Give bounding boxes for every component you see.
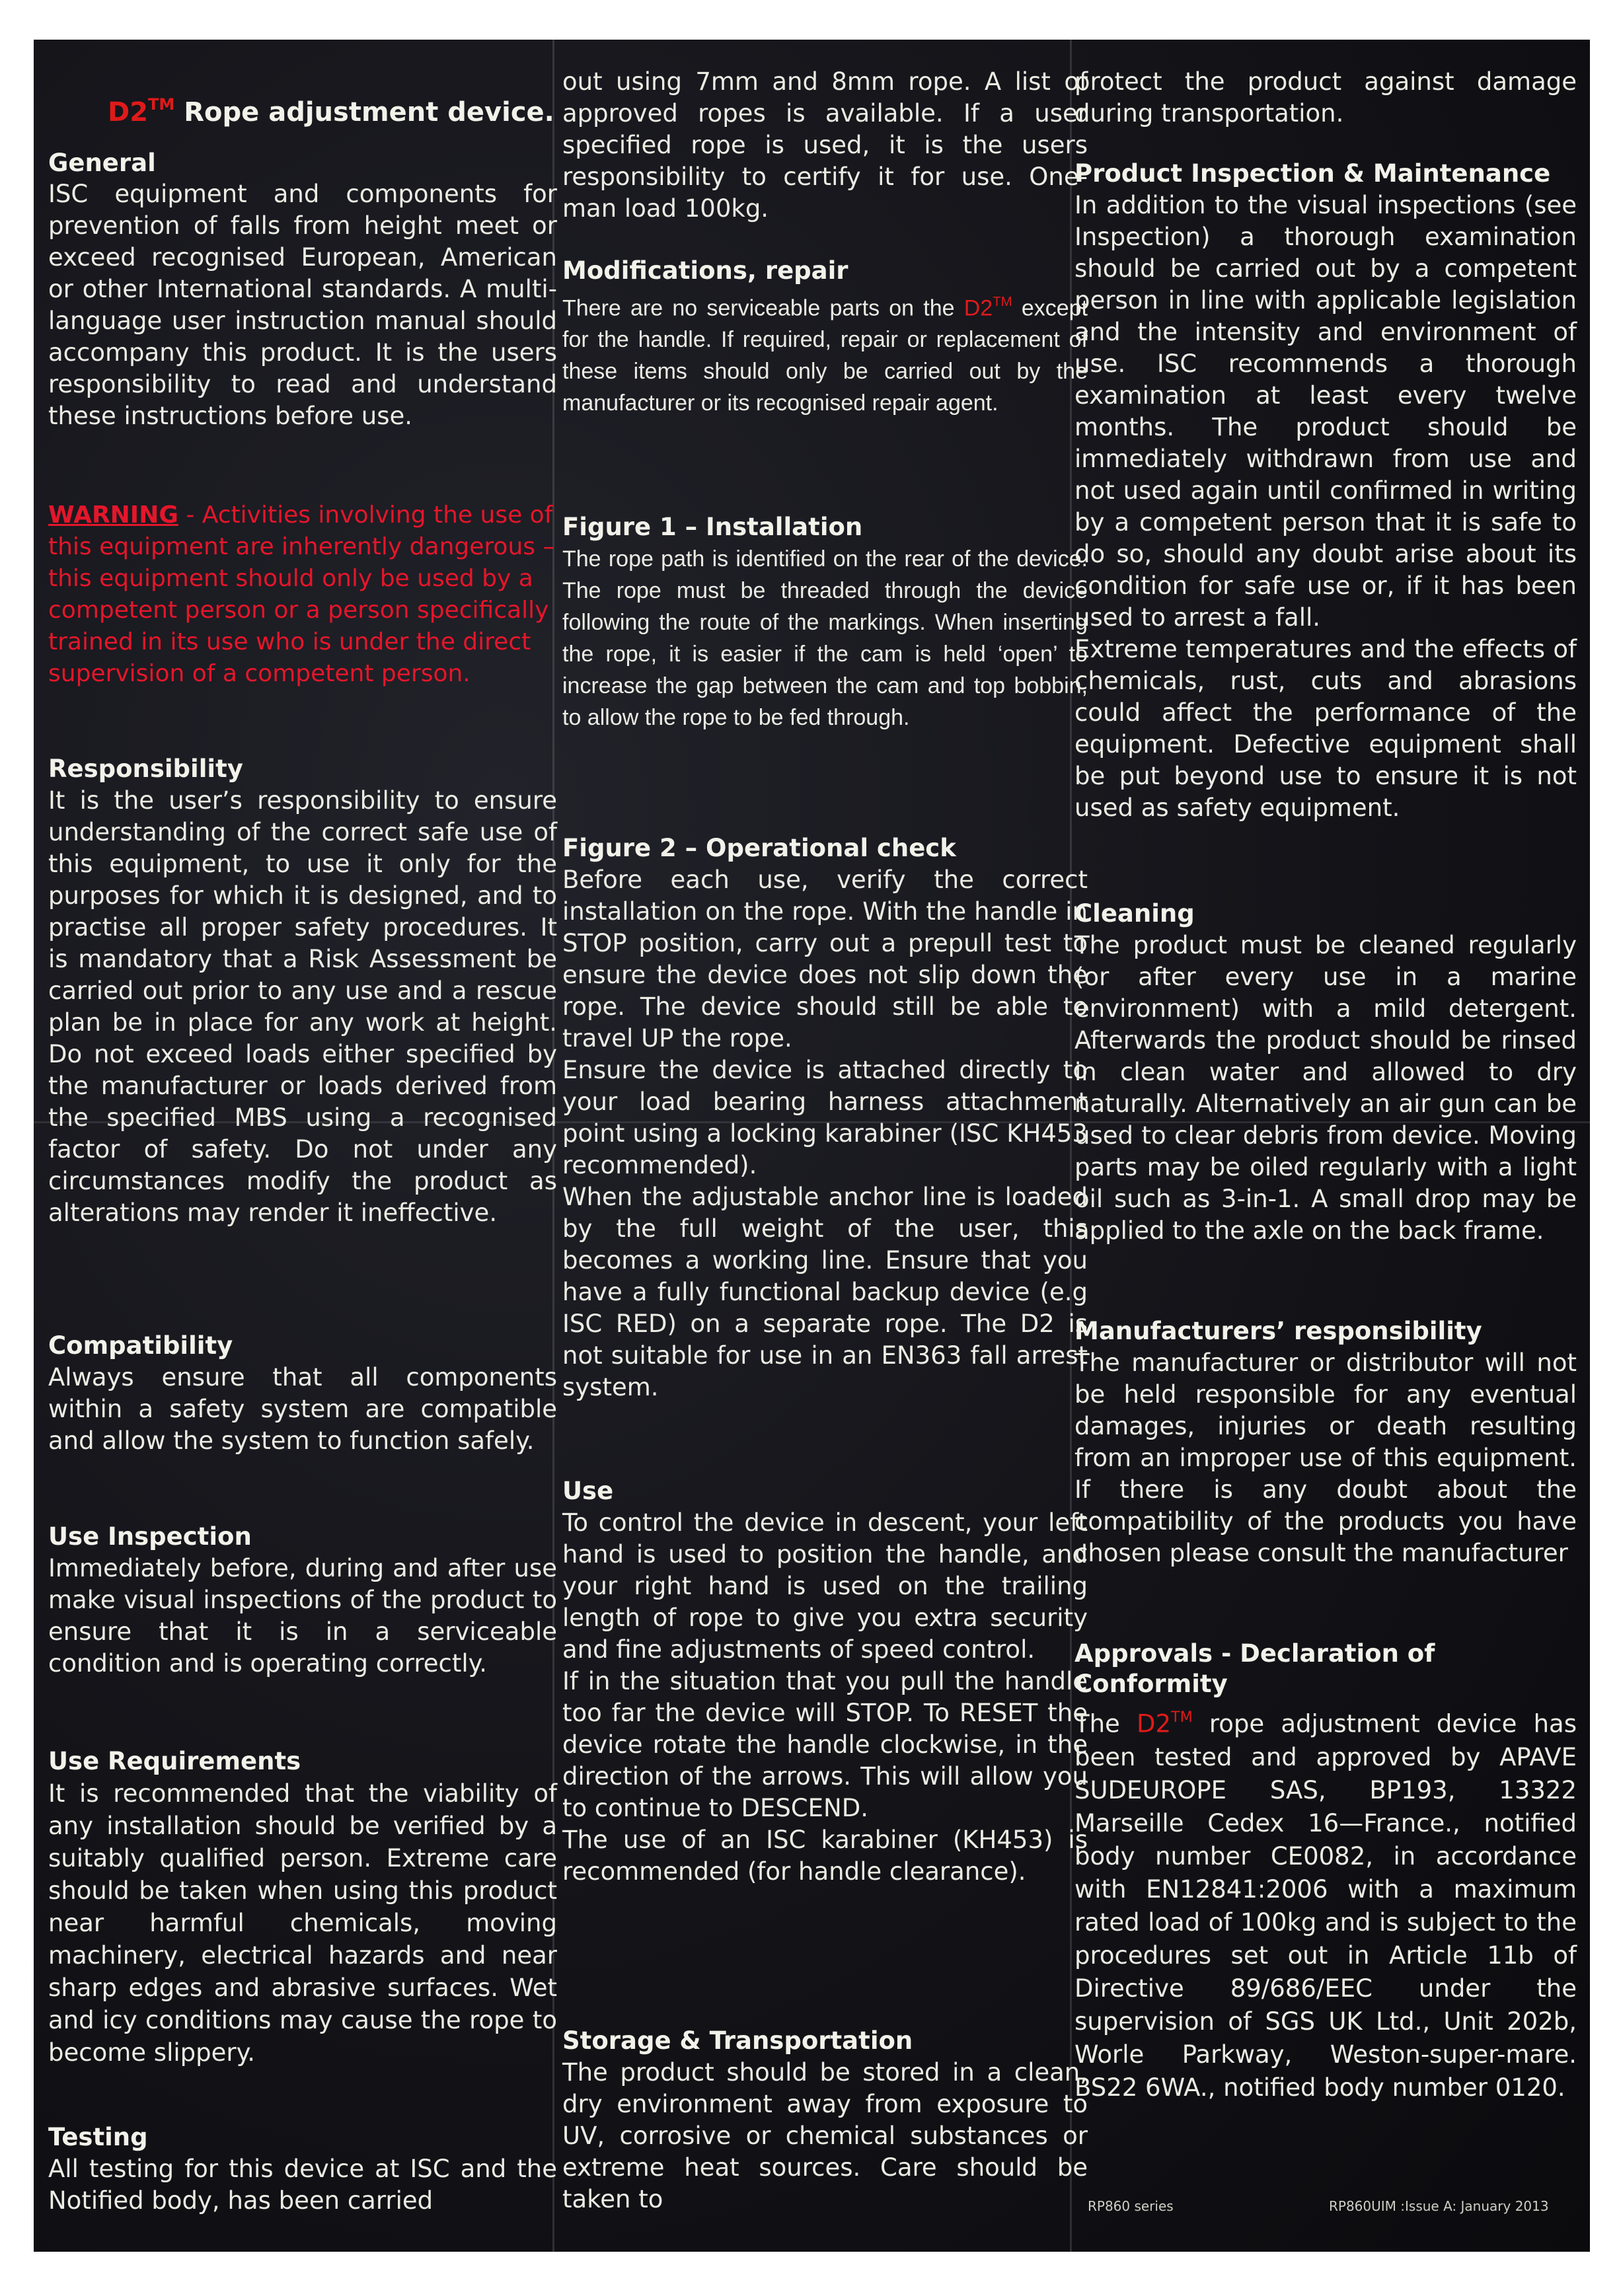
storage-text-continued: protect the product against damage during transportation.	[1074, 67, 1577, 128]
footer-issue: RP860UIM :Issue A: January 2013	[1329, 2198, 1549, 2214]
section-heading-general: General	[48, 149, 156, 177]
brand-name: D2	[1136, 1709, 1172, 1738]
warning-body: - Activities involving the use of this equipment are inherently dangerous – this equipment should only be used by a competent person or a person specifically trained in its use who is under the direct supervision of a competent person.	[48, 501, 555, 687]
document-title	[108, 88, 557, 129]
trademark: TM	[1171, 1709, 1193, 1726]
trademark: TM	[993, 295, 1012, 309]
storage-text: The product should be stored in a clean, dry environment away from exposure to UV, corrosive or chemical substances or extreme heat sources. Care should be taken to	[562, 2058, 1088, 2213]
modifications-text: There are no serviceable parts on the D2™ except for the handle. If required, repair or replacement of these items should only be carried out by the manufacturer or its recognised repair agent.	[562, 295, 1088, 416]
warning-text	[48, 500, 557, 690]
section-heading-cleaning: Cleaning	[1074, 899, 1195, 928]
inspection-maintenance-text: In addition to the visual inspections (see Inspection) a thorough examination should be carried out by a competent person in line with applicable legislation and the intensity and environment of use. ISC recommends a thorough examination at least every twelve months. The product should be immediately withdrawn from use and not used again until confirmed in writing by a competent person that it is safe to do so, should any doubt arise about its condition for safe use or, if it has been used to arrest a fall. Extreme temperatures and the effects of chemicals, rust, cuts and abrasions could affect the performance of the equipment. Defective equipment shall be put beyond use to ensure it is not used as safety equipment.	[1074, 191, 1577, 822]
section-heading-figure-2: Figure 2 – Operational check	[562, 834, 956, 862]
cleaning-text: The product must be cleaned regularly (or after every use in a marine environment) with a mild detergent. Afterwards the product should be rinsed in clean water and allowed to dry naturally. Alternatively an air gun can be used to clear debris from device. Moving parts may be oiled regularly with a light oil such as 3-in-1. A small drop may be applied to the axle on the back frame.	[1074, 931, 1577, 1245]
section-heading-testing: Testing	[48, 2123, 148, 2151]
brand-name: D2	[108, 96, 149, 128]
use-requirements-text: It is recommended that the viability of any installation should be verified by a suitably qualified person. Extreme care should be taken when using this product near harmful chemicals, moving machinery, electrical hazards and near sharp edges and abrasive surfaces. Wet and icy conditions may cause the rope to become slippery.	[48, 1779, 557, 2067]
section-heading-figure-1: Figure 1 – Installation	[562, 513, 863, 541]
section-heading-use: Use	[562, 1477, 614, 1505]
section-heading-responsibility: Responsibility	[48, 755, 243, 783]
testing-text-continued: out using 7mm and 8mm rope. A list of approved ropes is available. If a user specified rope is used, it is the users responsibility to certify it for use. One-man load 100kg.	[562, 67, 1088, 223]
section-heading-inspection-maintenance: Product Inspection & Maintenance	[1074, 159, 1551, 188]
use-text: To control the device in descent, your left hand is used to position the handle, and your right hand is used on the trailing length of rope to give you extra security and fine adjustments of speed control. If in the situation that you pull the handle too far the device will STOP. To RESET the device rotate the handle clockwise, in the direction of the arrows. This will allow you to continue to DESCEND. The use of an ISC karabiner (KH453) is recommended (for handle clearance).	[562, 1508, 1088, 1886]
section-heading-modifications: Modifications, repair	[562, 256, 848, 285]
approvals-text: The D2™ rope adjustment device has been tested and approved by APAVE SUDEUROPE SAS, BP193, 13322 Marseille Cedex 16—France., notified body number CE0082, in accordance with EN12841:2006 with a maximum rated load of 100kg and is subject to the procedures set out in Article 11b of Directive 89/686/EEC under the supervision of SGS UK Ltd., Unit 202b, Worle Parkway, Weston-super-mare. BS22 6WA., notified body number 0120.	[1074, 1709, 1577, 2102]
section-heading-approvals: Approvals - Declaration of Conformity	[1074, 1639, 1435, 1698]
title-text: Rope adjustment device.	[174, 96, 554, 128]
brand-name: D2	[963, 295, 993, 321]
figure-2-text: Before each use, verify the correct installation on the rope. With the handle in STOP position, carry out a prepull test to ensure the device does not slip down the rope. The device should still be able to travel UP the rope. Ensure the device is attached directly to your load bearing harness attachment point using a locking karabiner (ISC KH453 recommended). When the adjustable anchor line is loaded by the full weight of the user, this becomes a working line. Ensure that you have a fully functional backup device (e.g ISC RED) on a separate rope. The D2 is not suitable for use in an EN363 fall arrest system.	[562, 866, 1088, 1401]
section-heading-use-inspection: Use Inspection	[48, 1522, 252, 1551]
responsibility-text: It is the user’s responsibility to ensure understanding of the correct safe use of this equipment, to use it only for the purposes for which it is designed, and to practise all proper safety procedures. It is mandatory that a Risk Assessment be carried out prior to any use and a rescue plan be in place for any work at height. Do not exceed loads either specified by the manufacturer or loads derived from the specified MBS using a recognised factor of safety. Do not under any circumstances modify the product as alterations may render it ineffective.	[48, 786, 557, 1227]
figure-1-text: The rope path is identified on the rear of the device. The rope must be threaded through the device following the route of the markings. When inserting the rope, it is easier if the cam is held ‘open’ to increase the gap between the cam and top bobbin, to allow the rope to be fed through.	[562, 546, 1088, 730]
use-inspection-text: Immediately before, during and after use make visual inspections of the product to ensure that it is in a serviceable condition and is operating correctly.	[48, 1554, 557, 1678]
manufacturers-text: The manufacturer or distributor will not be held responsible for any eventual damages, injuries or death resulting from an improper use of this equipment. If there is any doubt about the compatibility of the products you have chosen please consult the manufacturer	[1074, 1349, 1577, 1567]
instruction-leaflet	[34, 40, 1590, 2252]
section-heading-storage: Storage & Transportation	[562, 2026, 913, 2055]
trademark: TM	[148, 95, 175, 114]
section-heading-use-requirements: Use Requirements	[48, 1747, 301, 1775]
section-heading-manufacturers: Manufacturers’ responsibility	[1074, 1317, 1482, 1345]
compatibility-text: Always ensure that all components within a safety system are compatible and allow the system to function safely.	[48, 1363, 557, 1455]
footer-series: RP860 series	[1088, 2198, 1174, 2214]
general-text: ISC equipment and components for prevention of falls from height meet or exceed recognised European, American or other International standards. A multi-language user instruction manual should accompany this product. It is the users responsibility to read and understand these instructions before use.	[48, 180, 557, 430]
warning-label: WARNING	[48, 501, 178, 529]
section-heading-compatibility: Compatibility	[48, 1331, 233, 1360]
testing-text: All testing for this device at ISC and the Notified body, has been carried	[48, 2155, 557, 2215]
